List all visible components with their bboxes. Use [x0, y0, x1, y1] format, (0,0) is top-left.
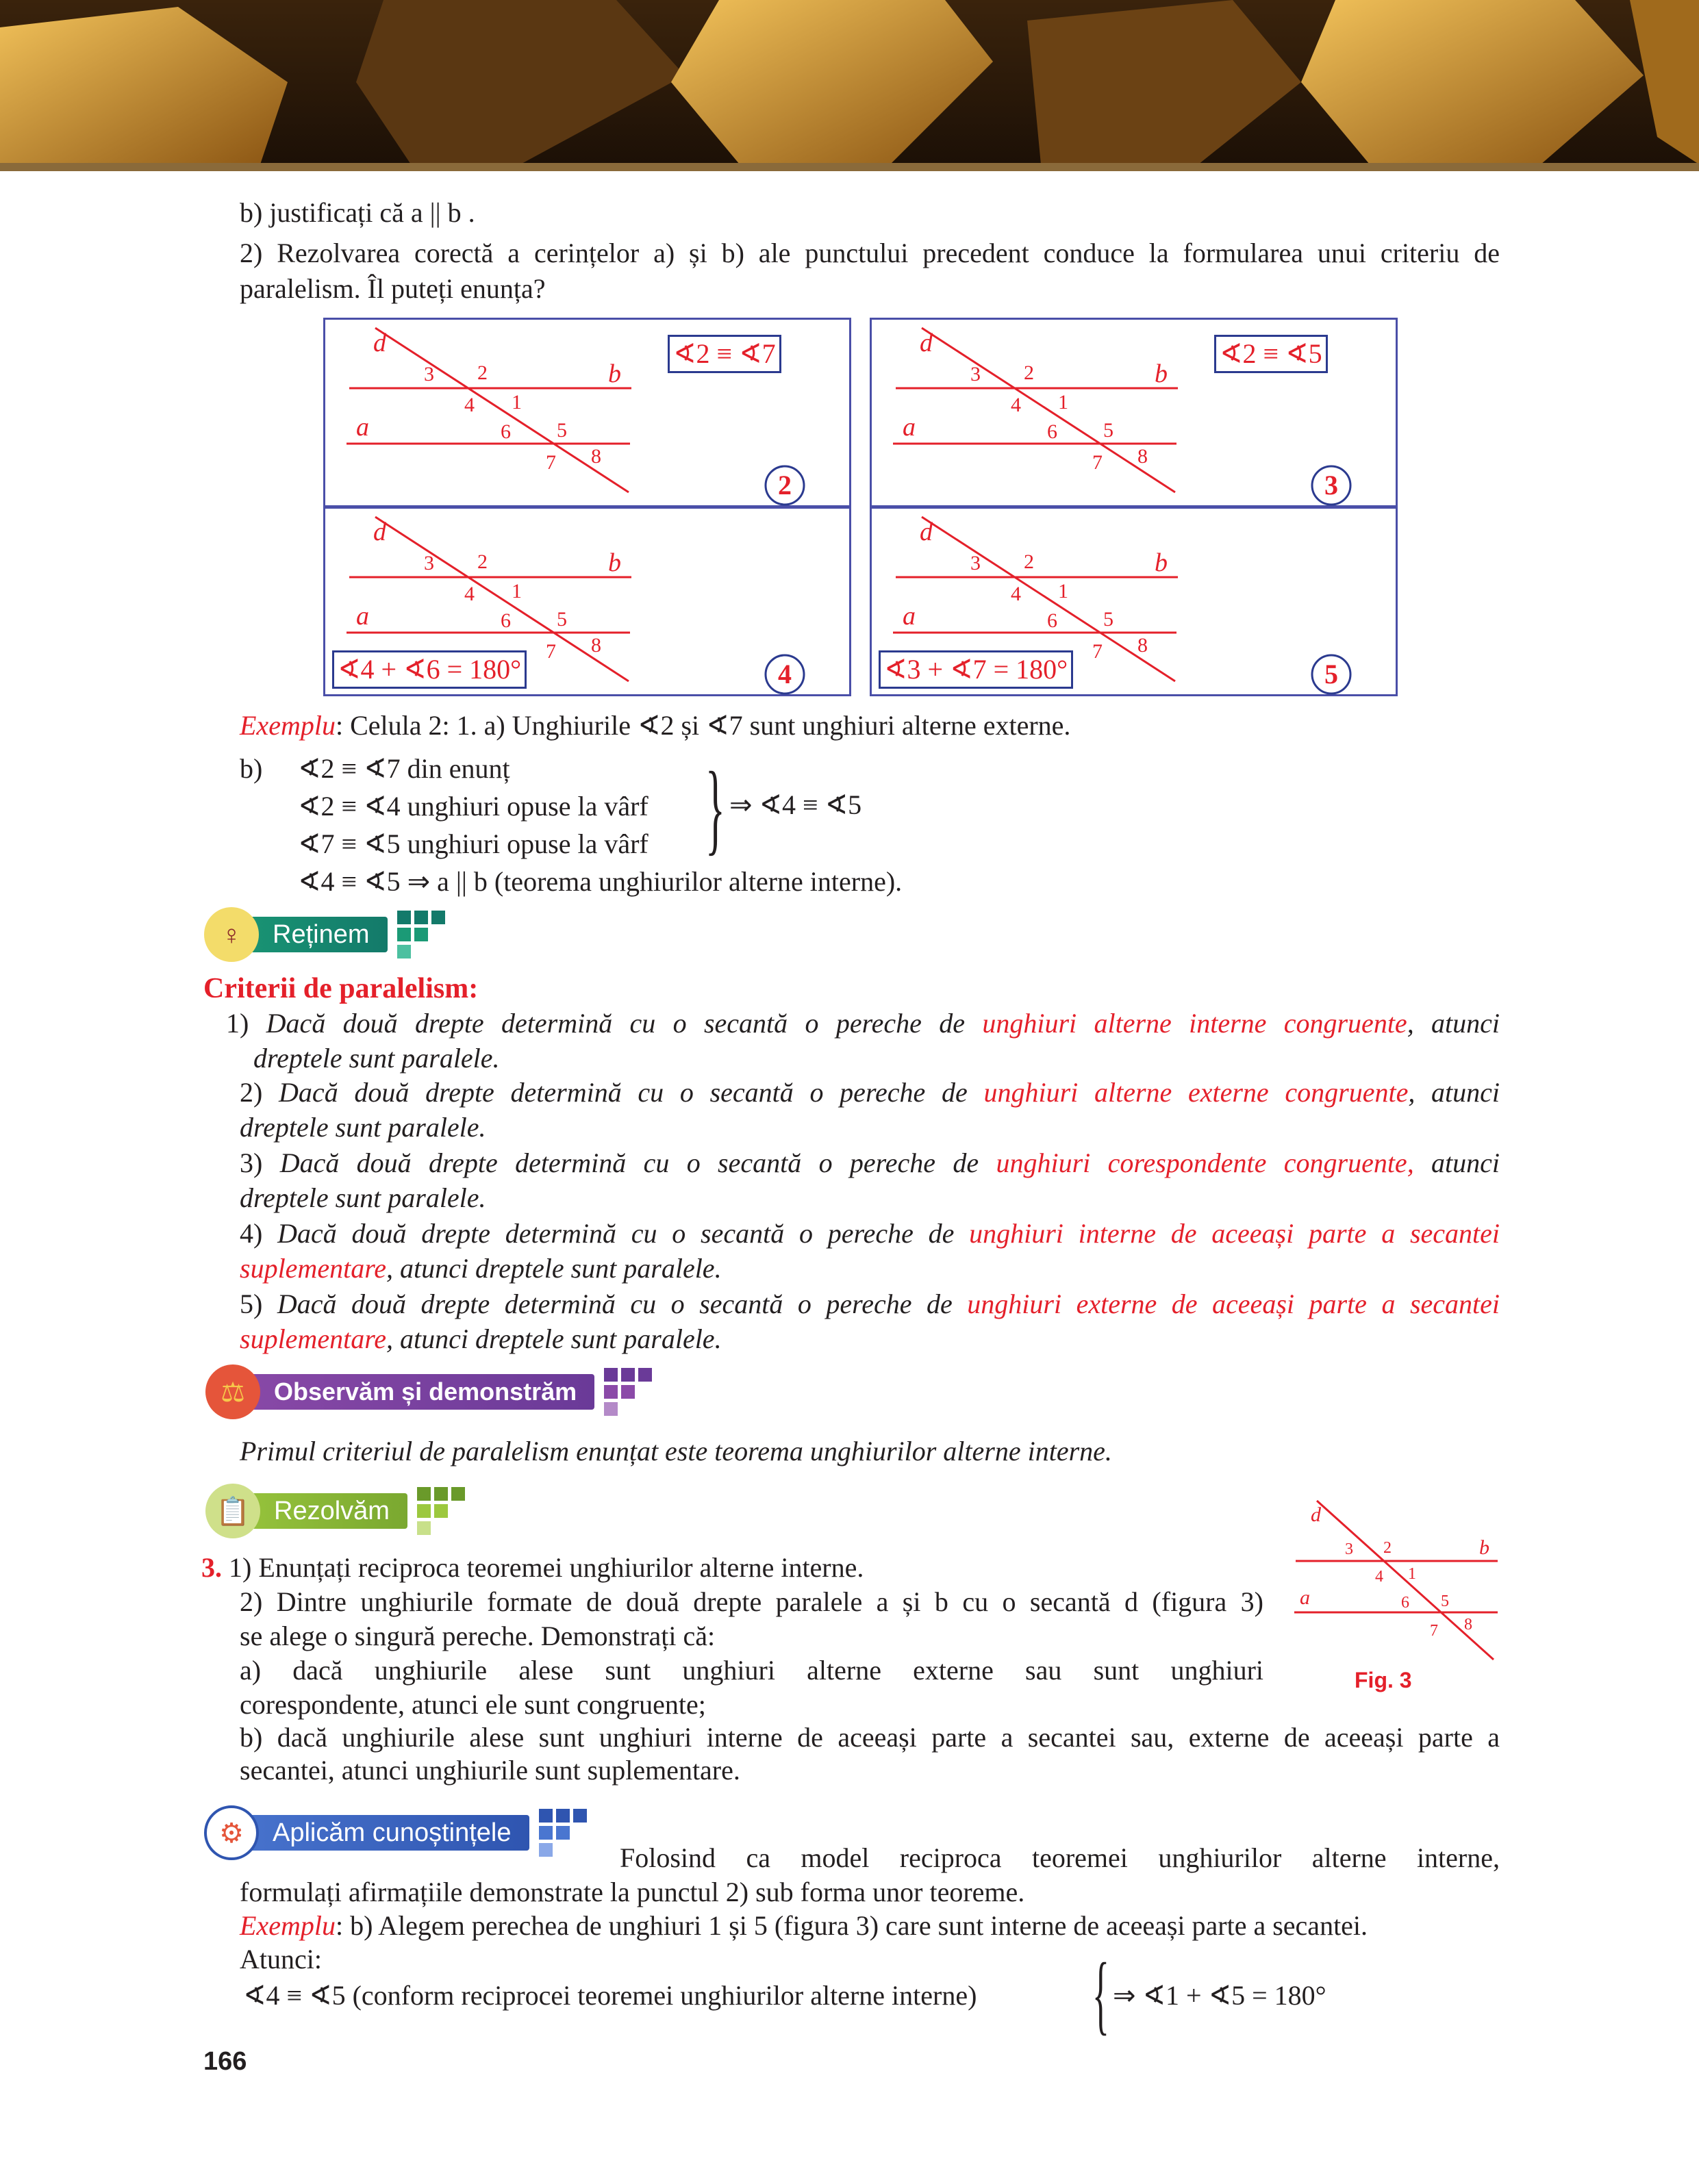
intro-item2-line2: paralelism. Îl puteți enunța?: [240, 273, 546, 304]
figure-3-caption: Fig. 3: [1355, 1668, 1412, 1692]
angle-2: 2: [1024, 361, 1034, 384]
exercise-line-3: se alege o singură pereche. Demonstrați că:: [240, 1621, 716, 1651]
criterion-highlight: unghiuri interne de aceeași parte a secantei: [969, 1218, 1500, 1249]
criterion-highlight: suplementare: [240, 1323, 387, 1354]
angle-6: 6: [501, 420, 511, 443]
angle-2: 2: [477, 550, 488, 573]
squares-decoration: [397, 911, 445, 958]
angle-5: 5: [1103, 608, 1113, 631]
clipboard-icon: 📋: [205, 1484, 260, 1538]
aplicam-line-2: formulați afirmațiile demonstrate la punctul 2) sub forma unor teoreme.: [240, 1877, 1025, 1907]
criterion-2-line2: [240, 1111, 1500, 1144]
exercise-line-1: 1) Enunțați reciproca teoremei unghiurilor alterne interne.: [229, 1552, 864, 1583]
angle-6: 6: [1047, 420, 1057, 443]
aplicam-example-text: : b) Alegem perechea de unghiuri 1 și 5 (figura 3) care sunt interne de aceeași parte a secantei.: [335, 1910, 1368, 1941]
example1-row-1: ∢2 ≡ ∢7 din enunț: [298, 753, 510, 784]
criterion-number: 5): [240, 1288, 263, 1319]
scale-icon: ⚖: [205, 1364, 260, 1419]
figure-cell-2: [323, 318, 851, 507]
label-d: d: [1311, 1503, 1321, 1526]
example-label: Exemplu: [240, 1910, 336, 1941]
label-a: a: [903, 413, 916, 442]
aplicam-line-1: Folosind ca model reciproca teoremei unghiurilor alterne interne,: [620, 1842, 1500, 1873]
criterion-4-line2: [240, 1252, 1500, 1285]
criterion-4-line1: [240, 1217, 1500, 1250]
criterion-text: dreptele sunt paralele.: [240, 1112, 486, 1143]
label-b: b: [608, 359, 621, 388]
angle-1: 1: [1408, 1565, 1416, 1583]
criterion-highlight: unghiuri corespondente congruente,: [996, 1147, 1414, 1178]
label-a: a: [903, 602, 916, 631]
angle-4: 4: [1011, 583, 1021, 605]
angle-7: 7: [546, 451, 556, 474]
person-gear-icon: ♀: [204, 907, 259, 962]
squares-decoration: [604, 1368, 652, 1416]
criterion-text: dreptele sunt paralele.: [240, 1182, 486, 1213]
angle-5: 5: [1103, 419, 1113, 442]
angle-6: 6: [501, 609, 511, 632]
angle-4: 4: [464, 583, 475, 605]
example1-final: ∢4 ≡ ∢5 ⇒ a || b (teorema unghiurilor alterne interne).: [298, 866, 903, 897]
criterion-number: 1): [226, 1008, 249, 1039]
example1-row-3: ∢7 ≡ ∢5 unghiuri opuse la vârf: [298, 828, 649, 859]
label-d: d: [920, 518, 933, 546]
angle-6: 6: [1401, 1594, 1409, 1612]
header-banner-image: [0, 0, 1699, 173]
criterion-3-line1: [240, 1147, 1500, 1180]
exercise-line-2: 2) Dintre unghiurile formate de două drepte paralele a și b cu o secantă d (figura 3): [240, 1586, 1263, 1617]
label-b: b: [1155, 359, 1168, 388]
squares-decoration: [539, 1809, 587, 1857]
angle-7: 7: [546, 640, 556, 663]
squares-decoration: [417, 1487, 465, 1535]
rezolvam-label: Rezolvăm: [212, 1493, 407, 1529]
figure-number: 5: [1324, 659, 1338, 689]
intro-b-line: b) justificați că a || b .: [240, 197, 475, 228]
example1-line: [240, 709, 1500, 742]
exercise-number: 3.: [201, 1552, 222, 1583]
label-b: b: [1155, 548, 1168, 577]
page-number: 166: [203, 2047, 247, 2076]
angle-8: 8: [1137, 634, 1148, 657]
criterion-highlight: unghiuri alterne interne congruente: [982, 1008, 1407, 1039]
figure-cell-4: [323, 507, 851, 696]
criterion-text-end: , atunci: [1408, 1077, 1500, 1108]
angle-4: 4: [1375, 1568, 1383, 1586]
angle-2: 2: [1383, 1539, 1392, 1557]
criterion-text: Dacă două drepte determină cu o secantă o pereche de: [279, 1147, 996, 1178]
criterion-text: Dacă două drepte determină cu o secantă o pereche de: [277, 1218, 970, 1249]
intro-item2-line1: 2) Rezolvarea corectă a cerințelor a) și b) ale punctului precedent conduce la formularea unui criteriu de: [240, 238, 1500, 268]
angle-2: 2: [1024, 550, 1034, 573]
angle-7: 7: [1430, 1622, 1438, 1640]
example-label: Exemplu: [240, 710, 336, 741]
exercise-line-4: a) dacă unghiurile alese sunt unghiuri alterne externe sau sunt unghiuri: [240, 1655, 1263, 1686]
criterion-2-line1: [240, 1076, 1500, 1109]
criterion-text: , atunci dreptele sunt paralele.: [386, 1253, 722, 1284]
label-a: a: [356, 413, 369, 442]
observam-badge: [205, 1368, 652, 1416]
criterion-5-line1: [240, 1288, 1500, 1321]
label-a: a: [356, 602, 369, 631]
aplicam-line-4: Atunci:: [240, 1944, 322, 1975]
angle-7: 7: [1092, 451, 1103, 474]
criterion-text-end: atunci: [1413, 1147, 1500, 1178]
angle-3: 3: [1345, 1540, 1353, 1558]
criterion-highlight: suplementare: [240, 1253, 387, 1284]
observam-text: Primul criteriul de paralelism enunțat este teorema unghiurilor alterne interne.: [240, 1436, 1112, 1466]
equation-box: ∢2 ≡ ∢5: [1214, 335, 1328, 373]
angle-5: 5: [557, 608, 567, 631]
angle-7: 7: [1092, 640, 1103, 663]
angle-1: 1: [1058, 580, 1068, 602]
criterion-text: Dacă două drepte determină cu o secantă o pereche de: [279, 1077, 984, 1108]
criterion-number: 4): [240, 1218, 263, 1249]
angle-1: 1: [512, 580, 522, 602]
angle-5: 5: [1441, 1592, 1449, 1610]
label-b: b: [608, 548, 621, 577]
figure-number: 4: [778, 659, 792, 689]
retinem-badge: [204, 911, 445, 958]
angle-4: 4: [1011, 394, 1021, 416]
criterion-1-line1: [226, 1007, 1500, 1040]
label-b: b: [1479, 1536, 1489, 1559]
criterion-text-end: , atunci: [1407, 1008, 1500, 1039]
criterion-text: , atunci dreptele sunt paralele.: [386, 1323, 722, 1354]
angle-1: 1: [512, 391, 522, 414]
criterion-highlight: unghiuri alterne externe congruente: [983, 1077, 1409, 1108]
aplicam-badge: [204, 1809, 587, 1857]
exercise-line-5: corespondente, atunci ele sunt congruente;: [240, 1689, 706, 1720]
figure-number: 2: [778, 470, 792, 500]
equation-box: ∢3 + ∢7 = 180°: [879, 650, 1073, 689]
equation-box: ∢2 ≡ ∢7: [668, 335, 781, 373]
label-d: d: [920, 329, 933, 357]
gear-icon: ⚙: [204, 1805, 259, 1860]
criterion-number: 2): [240, 1077, 263, 1108]
label-a: a: [1300, 1586, 1310, 1609]
angle-1: 1: [1058, 391, 1068, 414]
criterion-5-line2: [240, 1323, 1500, 1356]
figure-cell-3: [870, 318, 1398, 507]
right-brace: }: [705, 751, 725, 865]
example1-b: b): [240, 753, 263, 784]
aplicam-example-line: [240, 1909, 1500, 1942]
angle-5: 5: [557, 419, 567, 442]
label-d: d: [373, 329, 386, 357]
equation-box: ∢4 + ∢6 = 180°: [332, 650, 527, 689]
angle-8: 8: [591, 445, 601, 468]
aplicam-result: ⇒ ∢1 + ∢5 = 180°: [1113, 1980, 1326, 2011]
observam-label: Observăm și demonstrăm: [212, 1374, 594, 1410]
angle-3: 3: [970, 552, 981, 574]
angle-4: 4: [464, 394, 475, 416]
criteria-title: Criterii de paralelism:: [203, 973, 479, 1004]
aplicam-label: Aplicăm cunoștințele: [211, 1815, 529, 1851]
retinem-label: Reținem: [211, 917, 388, 952]
angle-8: 8: [1464, 1616, 1472, 1634]
angle-6: 6: [1047, 609, 1057, 632]
example1-row-2: ∢2 ≡ ∢4 unghiuri opuse la vârf: [298, 791, 649, 822]
aplicam-line-5: ∢4 ≡ ∢5 (conform reciprocei teoremei unghiurilor alterne interne): [243, 1980, 977, 2011]
criterion-3-line2: [240, 1182, 1500, 1215]
criterion-number: 3): [240, 1147, 263, 1178]
example1-text: : Celula 2: 1. a) Unghiurile ∢2 și ∢7 sunt unghiuri alterne externe.: [335, 710, 1071, 741]
label-d: d: [373, 518, 386, 546]
exercise-line-7: secantei, atunci unghiurile sunt suplementare.: [240, 1755, 740, 1786]
criterion-highlight: unghiuri externe de aceeași parte a secantei: [967, 1288, 1500, 1319]
rezolvam-badge: [205, 1487, 465, 1535]
figure-cell-5: [870, 507, 1398, 696]
criterion-text: Dacă două drepte determină cu o secantă o pereche de: [266, 1008, 983, 1039]
example1-conclusion: ⇒ ∢4 ≡ ∢5: [729, 789, 862, 820]
figure-number: 3: [1324, 470, 1338, 500]
left-brace: {: [1092, 1945, 1109, 2044]
angle-3: 3: [970, 363, 981, 385]
criterion-1-line2: [253, 1042, 1513, 1075]
figure-3: [1287, 1493, 1507, 1671]
angle-8: 8: [1137, 445, 1148, 468]
angle-8: 8: [591, 634, 601, 657]
exercise-line-6: b) dacă unghiurile alese sunt unghiuri interne de aceeași parte a secantei sau, externe de aceeași parte a: [240, 1722, 1500, 1753]
angle-2: 2: [477, 361, 488, 384]
angle-3: 3: [424, 552, 434, 574]
criterion-text: dreptele sunt paralele.: [253, 1043, 500, 1074]
criterion-text: Dacă două drepte determină cu o secantă o pereche de: [277, 1288, 968, 1319]
angle-3: 3: [424, 363, 434, 385]
